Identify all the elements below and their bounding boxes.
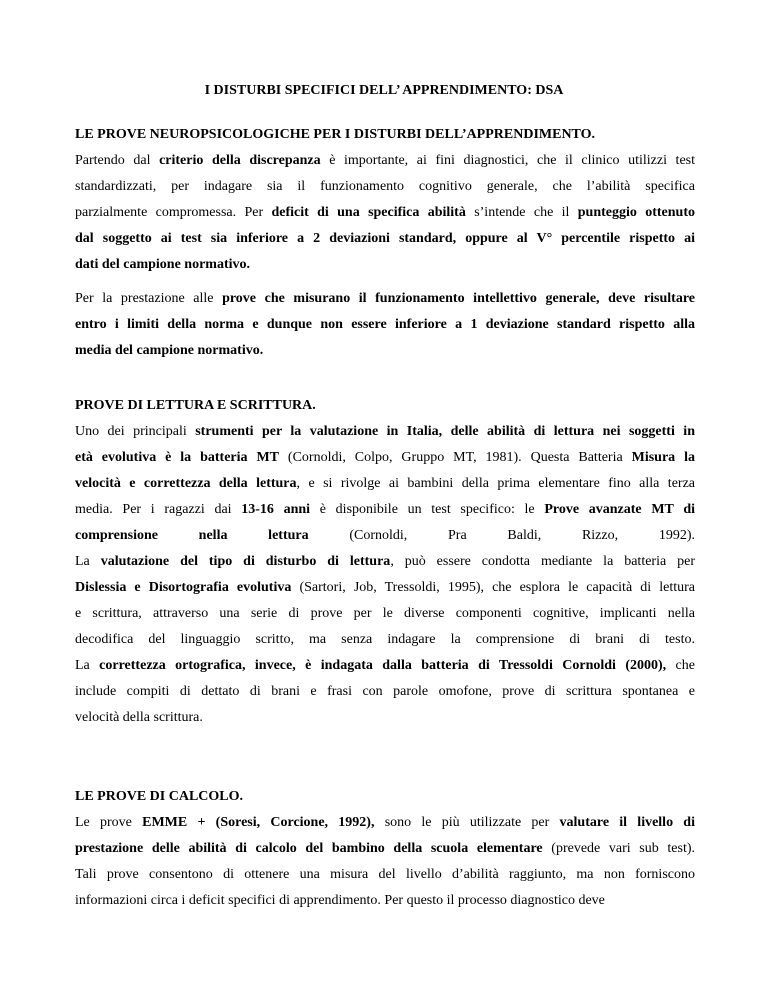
paragraph-discrepancy (75, 148, 695, 278)
text-segment: è importante, ai fini diagnostici, che il clinico utilizzi test (320, 153, 695, 168)
paragraph-calculation-tests (75, 810, 695, 914)
text-segment: informazioni circa i deficit specifici di apprendimento. Per questo il processo diagnostico deve (75, 893, 605, 908)
document-title: I DISTURBI SPECIFICI DELL’ APPRENDIMENTO: DSA (204, 83, 564, 98)
text-line (75, 575, 695, 601)
text-segment: (Cornoldi, Pra Baldi, Rizzo, 1992). (308, 528, 695, 543)
bold-text: comprensione nella lettura (75, 528, 309, 543)
text-line (75, 471, 695, 497)
bold-text: 13-16 anni (241, 502, 311, 517)
text-segment: decodifica del linguaggio scritto, ma senza indagare la comprensione di brani di testo. (75, 632, 695, 647)
bold-text: prestazione delle abilità di calcolo del bambino della scuola elementare (75, 841, 543, 856)
text-line (75, 286, 695, 312)
text-line (75, 252, 695, 278)
bold-text: correttezza ortografica, invece, è indagata dalla batteria di Tressoldi Cornoldi (2000), (99, 658, 667, 673)
text-line (75, 705, 695, 731)
text-line (75, 679, 695, 705)
text-segment: sono le più utilizzate per (374, 815, 560, 830)
text-line (75, 888, 695, 914)
text-line (75, 226, 695, 252)
text-line (75, 174, 695, 200)
text-segment: e scrittura, attraverso una serie di prove per le diverse componenti cognitive, implicanti nella (75, 606, 695, 621)
text-segment: Le prove (75, 815, 143, 830)
bold-text: entro i limiti della norma e dunque non essere inferiore a 1 deviazione standard rispetto alla (75, 317, 695, 332)
text-segment: La (75, 658, 100, 673)
text-segment: (Sartori, Job, Tressoldi, 1995), che esplora le capacità di lettura (291, 580, 695, 595)
section-heading-neuropsych: LE PROVE NEUROPSICOLOGICHE PER I DISTURBI DELL’APPRENDIMENTO. (75, 127, 596, 142)
bold-text: età evolutiva è la batteria MT (75, 450, 279, 465)
text-line (75, 810, 695, 836)
text-line (75, 601, 695, 627)
text-segment: Partendo dal (75, 153, 160, 168)
text-line (75, 627, 695, 653)
text-line (75, 419, 695, 445)
text-line (75, 338, 695, 364)
text-segment: che (666, 658, 695, 673)
bold-text: dal soggetto ai test sia inferiore a 2 deviazioni standard, oppure al V° percentile rispetto ai (75, 231, 695, 246)
text-line (75, 653, 695, 679)
text-segment: , può essere condotta mediante la batteria per (390, 554, 695, 569)
text-line (75, 148, 695, 174)
text-segment: Per la prestazione alle (75, 291, 223, 306)
text-line (75, 445, 695, 471)
text-segment: s’intende che il (465, 205, 578, 220)
text-segment: Tali prove consentono di ottenere una misura del livello d’abilità raggiunto, ma non forniscono (75, 867, 695, 882)
bold-text: punteggio ottenuto (577, 205, 695, 220)
bold-text: criterio della discrepanza (159, 153, 321, 168)
bold-text: strumenti per la valutazione in Italia, delle abilità di lettura nei soggetti in (195, 424, 695, 439)
text-line (75, 836, 695, 862)
bold-text: velocità e correttezza della lettura (75, 476, 297, 491)
text-segment: include compiti di dettato di brani e frasi con parole omofone, prove di scrittura spontanea e (75, 684, 695, 699)
bold-text: Prove avanzate MT di (544, 502, 695, 517)
text-segment: standardizzati, per indagare sia il funzionamento cognitivo generale, che l’abilità specifica (75, 179, 695, 194)
text-line (75, 497, 695, 523)
text-line (75, 549, 695, 575)
paragraph-reading-tests (75, 419, 695, 731)
bold-text: Misura la (631, 450, 695, 465)
bold-text: valutazione del tipo di disturbo di lettura (100, 554, 391, 569)
text-line (75, 862, 695, 888)
text-line (75, 523, 695, 549)
bold-text: dati del campione normativo. (75, 257, 250, 272)
text-segment: , e si rivolge ai bambini della prima elementare fino alla terza (296, 476, 695, 491)
text-line (75, 312, 695, 338)
text-segment: parzialmente compromessa. Per (75, 205, 272, 220)
section-heading-reading-writing: PROVE DI LETTURA E SCRITTURA. (75, 398, 316, 413)
bold-text: EMME + (Soresi, Corcione, 1992), (142, 815, 375, 830)
bold-text: valutare il livello di (559, 815, 695, 830)
bold-text: Dislessia e Disortografia evolutiva (75, 580, 292, 595)
text-line (75, 200, 695, 226)
text-segment: è disponibile un test specifico: le (310, 502, 545, 517)
text-segment: (Cornoldi, Colpo, Gruppo MT, 1981). Questa Batteria (279, 450, 632, 465)
bold-text: deficit di una specifica abilità (271, 205, 466, 220)
text-segment: Uno dei principali (75, 424, 196, 439)
text-segment: La (75, 554, 101, 569)
bold-text: prove che misurano il funzionamento intellettivo generale, deve risultare (222, 291, 695, 306)
section-heading-calculation: LE PROVE DI CALCOLO. (75, 789, 244, 804)
paragraph-intellectual (75, 286, 695, 364)
bold-text: media del campione normativo. (75, 343, 264, 358)
text-segment: (prevede vari sub test). (542, 841, 695, 856)
text-segment: media. Per i ragazzi dai (75, 502, 242, 517)
text-segment: velocità della scrittura. (75, 710, 203, 725)
